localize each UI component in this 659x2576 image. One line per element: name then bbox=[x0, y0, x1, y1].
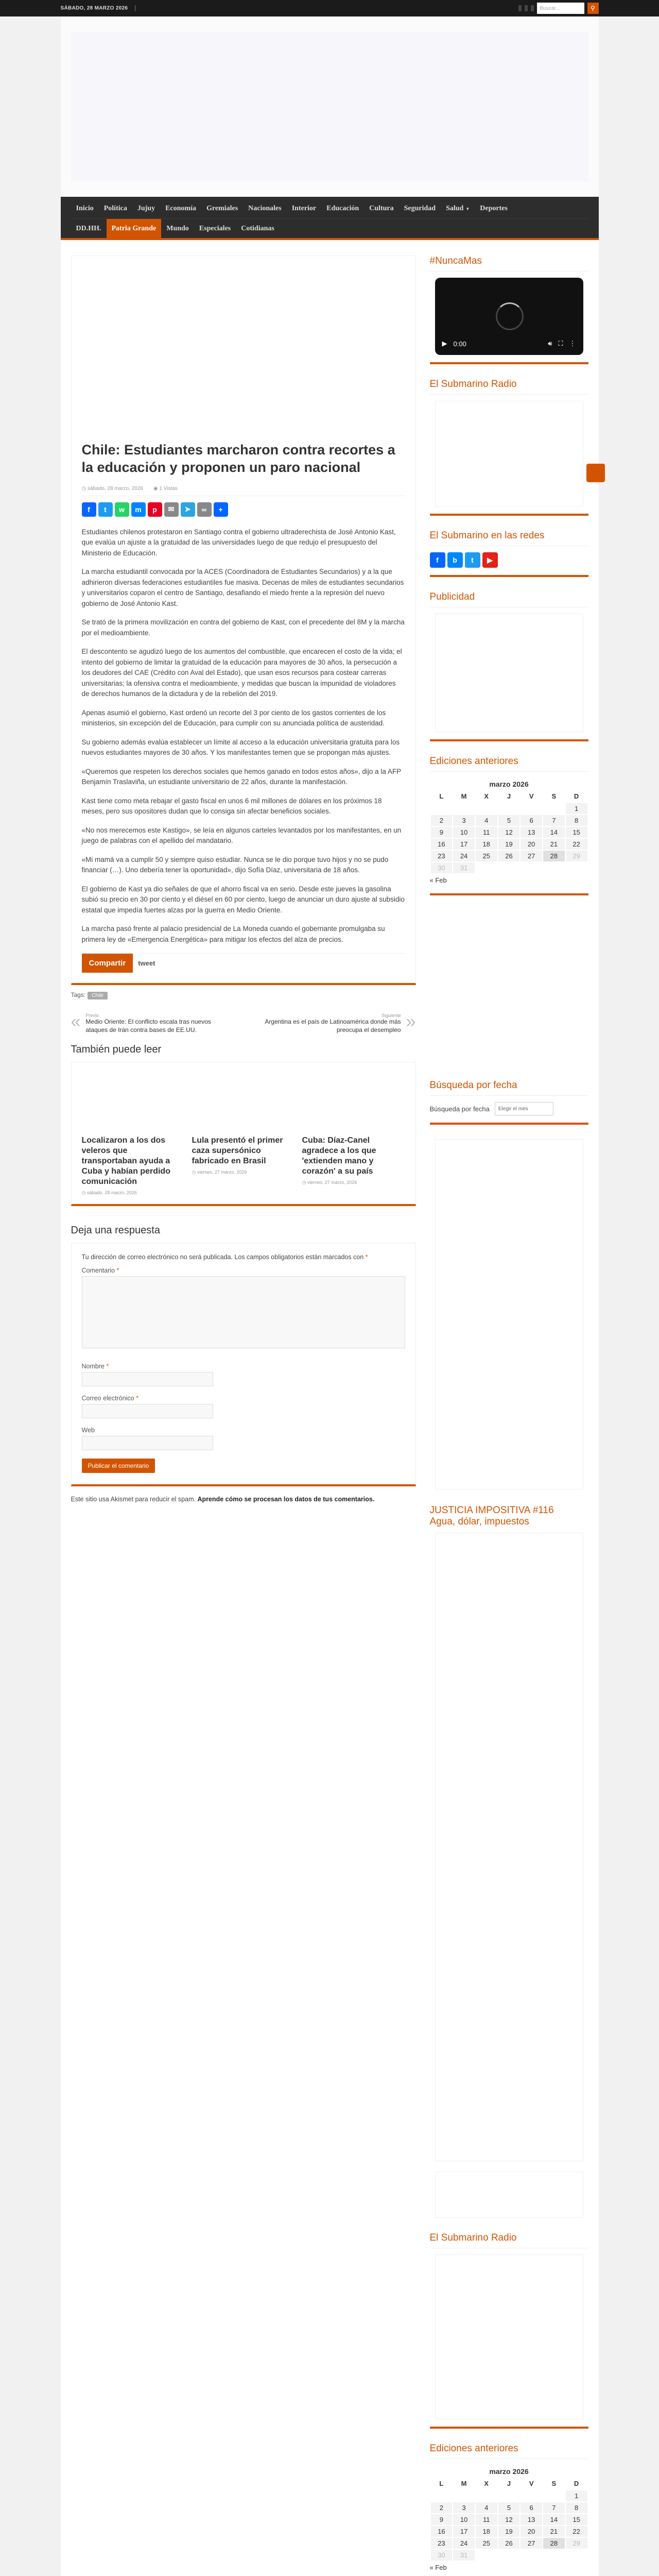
calendar-day: 30 bbox=[430, 862, 453, 874]
calendar-day[interactable]: 6 bbox=[520, 815, 543, 826]
sidebar bbox=[430, 256, 588, 2576]
email-label: Correo electrónico * bbox=[81, 1395, 138, 1402]
widget-calendar-2: Ediciones anteriores marzo 2026 L M X J V S D 1 2 3 4 5 6 7 8 9 10 11 12 13 14 15 16 17 18 19 20 21 22 23 24 25 26 27 28 29 30 31 « Feb bbox=[430, 2443, 588, 2576]
floating-share-button[interactable] bbox=[586, 464, 605, 482]
calendar-day[interactable]: 27 bbox=[520, 850, 543, 862]
page-wrapper bbox=[61, 16, 599, 2576]
nav-item[interactable]: DD.HH. bbox=[76, 224, 101, 232]
featured-image bbox=[72, 256, 415, 442]
calendar-day: 31 bbox=[453, 862, 475, 874]
calendar-day-header: L bbox=[439, 2480, 444, 2487]
widget-busqueda: Búsqueda por fecha Búsqueda por fecha Elegir el mes bbox=[430, 1080, 588, 1125]
widget-justicia: JUSTICIA IMPOSITIVA #116 Agua, dólar, impuestos bbox=[430, 1505, 588, 2161]
article-views: ◉ 1 Vistas bbox=[153, 485, 178, 492]
calendar-day-header: D bbox=[574, 792, 579, 800]
calendar-day[interactable]: 11 bbox=[475, 2514, 498, 2526]
calendar-day[interactable]: 12 bbox=[498, 2514, 521, 2526]
akismet-link[interactable]: Aprende cómo se procesan los datos de tus comentarios. bbox=[197, 1496, 375, 1503]
more-icon[interactable]: ⋮ bbox=[569, 340, 576, 347]
calendar-day[interactable]: 20 bbox=[520, 838, 543, 850]
respond-title: Deja una respuesta bbox=[71, 1224, 160, 1236]
nav-item[interactable]: Nacionales bbox=[248, 205, 282, 212]
calendar-day[interactable]: 17 bbox=[453, 2526, 475, 2537]
nav-item[interactable]: Salud ▼ bbox=[446, 205, 470, 212]
calendar-day[interactable]: 3 bbox=[453, 815, 475, 826]
nav-item[interactable]: Gremiales bbox=[206, 205, 238, 212]
related-thumbnail[interactable] bbox=[192, 1073, 290, 1129]
calendar-day[interactable]: 11 bbox=[475, 826, 498, 838]
calendar-day[interactable]: 18 bbox=[475, 2526, 498, 2537]
calendar-day-header: S bbox=[551, 792, 557, 800]
calendar-day[interactable]: 26 bbox=[498, 2537, 521, 2549]
calendar-day[interactable]: 16 bbox=[430, 838, 453, 850]
top-bar bbox=[0, 0, 659, 16]
name-label: Nombre * bbox=[81, 1363, 109, 1370]
article-paragraph: Kast tiene como meta rebajar el gasto fiscal en unos 6 mil millones de dólares en los próximos 18 meses, pero sus opositores dudan que lo consiga sin afectar beneficios sociales. bbox=[81, 796, 382, 816]
calendar-caption: marzo 2026 bbox=[489, 780, 529, 788]
calendar-day-header: X bbox=[484, 2480, 489, 2487]
calendar-day[interactable]: 15 bbox=[565, 2514, 588, 2526]
calendar-day[interactable]: 14 bbox=[543, 826, 565, 838]
month-select[interactable]: Elegir el mes bbox=[495, 1102, 553, 1115]
widget-calendar: Ediciones anteriores marzo 2026 L M X J V S D 1 2 3 4 5 6 7 8 9 10 11 12 13 14 15 16 17 18 19 20 21 22 23 24 25 26 27 28 29 30 31 « Feb bbox=[430, 756, 588, 895]
article-body bbox=[82, 527, 405, 945]
main-nav bbox=[61, 197, 599, 240]
calendar-day-header: V bbox=[529, 792, 534, 800]
share-plus-icon[interactable]: + bbox=[214, 502, 228, 517]
calendar-day[interactable]: 5 bbox=[498, 815, 521, 826]
calendar-day[interactable]: 28 bbox=[543, 850, 565, 862]
calendar-day[interactable]: 5 bbox=[498, 2502, 521, 2514]
telegram-icon[interactable]: ➤ bbox=[181, 502, 195, 517]
article-paragraph: La marcha pasó frente al palacio presidencial de La Moneda cuando el gobernante promulgaba su primera ley de «Emergencia Energética» para mitigar los efectos del alza de precios. bbox=[81, 925, 385, 943]
tag-chip[interactable]: Chile bbox=[88, 992, 108, 999]
pinterest-icon[interactable]: p bbox=[148, 502, 162, 517]
calendar-day[interactable]: 2 bbox=[430, 815, 453, 826]
related-date: ◷ sábado, 28 marzo, 2026 bbox=[81, 1190, 137, 1195]
related-date: ◷ viernes, 27 marzo, 2026 bbox=[302, 1179, 357, 1185]
calendar-day[interactable]: 13 bbox=[520, 826, 543, 838]
calendar-day[interactable]: 6 bbox=[520, 2502, 543, 2514]
tweet-button[interactable]: tweet bbox=[138, 959, 155, 968]
youtube-icon[interactable]: ▶ bbox=[482, 552, 498, 568]
calendar-day: 29 bbox=[565, 850, 588, 862]
header-ad bbox=[61, 16, 599, 197]
copy-link-icon[interactable]: ∞ bbox=[197, 502, 212, 517]
nav-item[interactable]: Economía bbox=[165, 205, 196, 212]
related-item[interactable] bbox=[82, 1073, 180, 1196]
article-paragraph: El gobierno de Kast ya dio señales de que el ahorro fiscal va en serio. Desde este jueves la gasolina subió su precio en 30 por ciento y el diésel en 60 por ciento, luego de anunciar un duro ajuste al subsidio estatal que impedía fuertes alzas por la guerra en Medio Oriente. bbox=[81, 885, 405, 914]
calendar-day[interactable]: 1 bbox=[565, 2490, 588, 2502]
calendar-day[interactable]: 7 bbox=[543, 815, 565, 826]
article-paragraph: Se trató de la primera movilización en contra del gobierno de Kast, con el precedente del 8M y la marcha por el medioambiente. bbox=[81, 618, 405, 637]
calendar-day[interactable]: 21 bbox=[543, 2526, 565, 2537]
calendar-day[interactable]: 25 bbox=[475, 2537, 498, 2549]
post-navigation bbox=[71, 999, 416, 1043]
nav-item[interactable]: Educación bbox=[326, 205, 359, 212]
article-paragraph: «Mi mamá va a cumplir 50 y siempre quiso estudiar. Nunca se le dio porque tuvo hijos y no se pudo financiar (…). Uno debería tener la oportunidad», dijo Sofía Díaz, universitaria de 18 años. bbox=[81, 855, 389, 874]
calendar-day: 31 bbox=[453, 2549, 475, 2561]
calendar-day: 30 bbox=[430, 2549, 453, 2561]
calendar-day[interactable]: 7 bbox=[543, 2502, 565, 2514]
calendar-prev-link[interactable]: « Feb bbox=[429, 876, 447, 884]
calendar-day[interactable]: 1 bbox=[565, 803, 588, 815]
calendar-day-header: S bbox=[551, 2480, 557, 2487]
related-item[interactable] bbox=[192, 1073, 290, 1196]
nav-item[interactable]: Jujuy bbox=[137, 205, 155, 212]
related-posts bbox=[71, 1062, 416, 1206]
calendar-day[interactable]: 22 bbox=[565, 838, 588, 850]
video-player[interactable]: ▶ 0:00 🔊︎ ⛶ ⋮ bbox=[435, 278, 583, 355]
calendar-day-header: M bbox=[461, 792, 467, 800]
widget-nuncamas: #NuncaMas ▶ 0:00 🔊︎ ⛶ ⋮ bbox=[430, 256, 588, 364]
facebook-icon[interactable]: f bbox=[82, 502, 96, 517]
calendar-day[interactable]: 4 bbox=[475, 2502, 498, 2514]
calendar-day[interactable]: 18 bbox=[475, 838, 498, 850]
widget-radio-2: El Submarino Radio bbox=[430, 2232, 588, 2429]
social-mini-icons[interactable] bbox=[518, 5, 534, 11]
calendar-day-header: J bbox=[507, 2480, 511, 2487]
submit-comment-button[interactable]: Publicar el comentario bbox=[82, 1459, 155, 1473]
widget-radio: El Submarino Radio bbox=[430, 379, 588, 516]
article-paragraph: Estudiantes chilenos protestaron en Santiago contra el gobierno ultraderechista de José Antonio Kast, que evalúa un ajuste a la gratuidad de las universidades luego de que redujo el presupuesto del Ministerio de Educación. bbox=[81, 528, 396, 557]
nav-item[interactable]: Especiales bbox=[199, 224, 231, 232]
related-date: ◷ viernes, 27 marzo, 2026 bbox=[192, 1169, 247, 1175]
nav-item[interactable]: Interior bbox=[291, 205, 317, 212]
widget-redes: El Submarino en las redes f b t ▶ bbox=[430, 530, 588, 577]
article-paragraph: La marcha estudiantil convocada por la ACES (Coordinadora de Estudiantes Secundarios) y a la que adhirieron diversas federaciones estudiantiles fue masiva. Decenas de miles de estudiantes secundarios y universitarios coparon el centro de Santiago, desafiando el miedo frente a la represión del nuevo gobierno de José Antonio Kast. bbox=[81, 568, 404, 607]
calendar-prev-link-2[interactable]: « Feb bbox=[429, 2564, 447, 2571]
calendar-day[interactable]: 19 bbox=[498, 2526, 521, 2537]
calendar-day[interactable]: 10 bbox=[453, 2514, 475, 2526]
calendar-day[interactable]: 15 bbox=[565, 826, 588, 838]
calendar-day-header: X bbox=[484, 792, 489, 800]
calendar-day[interactable]: 26 bbox=[498, 850, 521, 862]
email-icon[interactable]: ✉ bbox=[164, 502, 179, 517]
calendar-day[interactable]: 17 bbox=[453, 838, 475, 850]
nav-item[interactable]: Deportes bbox=[480, 205, 508, 212]
search-icon[interactable]: ⚲ bbox=[587, 3, 599, 14]
share-icons bbox=[82, 502, 405, 517]
calendar-day-header: M bbox=[461, 2480, 467, 2487]
calendar-day[interactable]: 25 bbox=[475, 850, 498, 862]
fullscreen-icon[interactable]: ⛶ bbox=[558, 340, 563, 347]
calendar-day[interactable]: 28 bbox=[543, 2537, 565, 2549]
twitter-icon[interactable]: t bbox=[465, 552, 480, 568]
calendar-day[interactable]: 19 bbox=[498, 838, 521, 850]
play-icon[interactable]: ▶ bbox=[442, 340, 447, 347]
nav-item[interactable]: Cultura bbox=[369, 205, 394, 212]
share-post-bar bbox=[82, 953, 405, 973]
calendar-day[interactable]: 13 bbox=[520, 2514, 543, 2526]
web-label: Web bbox=[81, 1427, 95, 1434]
respond-note: Tu dirección de correo electrónico no será publicada. Los campos obligatorios están marcados con * bbox=[81, 1253, 368, 1261]
prev-post-link[interactable]: « Previo Medio Oriente: El conflicto escala tras nuevos ataques de Irán contra bases de EE.UU. bbox=[71, 1012, 211, 1034]
article-title: Chile: Estudiantes marcharon contra recortes a la educación y proponen un paro nacional bbox=[81, 442, 395, 475]
calendar-day[interactable]: 14 bbox=[543, 2514, 565, 2526]
calendar bbox=[430, 778, 588, 874]
share-label: Compartir bbox=[82, 954, 133, 973]
nav-item[interactable]: Seguridad bbox=[404, 205, 436, 212]
calendar-day[interactable]: 20 bbox=[520, 2526, 543, 2537]
calendar-day[interactable]: 27 bbox=[520, 2537, 543, 2549]
calendar-caption: marzo 2026 bbox=[489, 2467, 529, 2476]
article-paragraph: «Queremos que respeten los derechos sociales que hemos ganado en todos estos años», dijo a la AFP Benjamín Traslaviña, un estudiante universitario de 22 años, durante la manifestación. bbox=[81, 767, 401, 786]
related-item[interactable] bbox=[302, 1073, 400, 1196]
calendar-day-header: L bbox=[439, 792, 444, 800]
widget-publicidad: Publicidad bbox=[430, 591, 588, 741]
calendar-day[interactable]: 12 bbox=[498, 826, 521, 838]
calendar-day[interactable]: 4 bbox=[475, 815, 498, 826]
article-date: ◷ sábado, 28 marzo, 2026 bbox=[81, 485, 143, 492]
name-field[interactable] bbox=[82, 1372, 213, 1386]
web-field[interactable] bbox=[82, 1436, 213, 1450]
article-paragraph: El descontento se agudizó luego de los aumentos del combustible, que encarecen el costo de la vida; el intento del gobierno de limitar la gratuidad de la educación para mayores de 30 años, la persecución a los deudores del CAE (Crédito con Aval del Estado), que usan esos recursos para costear carreras universitarias; la ofensiva contra el medioambiente, y medidas que buscan la impunidad de violadores de derechos humanos de la dictadura y de la rebelión del 2019. bbox=[81, 648, 402, 698]
calendar-day[interactable]: 10 bbox=[453, 826, 475, 838]
current-date: SÁBADO, 28 MARZO 2026 bbox=[61, 5, 136, 11]
calendar-day[interactable]: 9 bbox=[430, 2514, 453, 2526]
related-title-link[interactable]: Localizaron a los dos veleros que transportaban ayuda a Cuba y habían perdido comunicación bbox=[81, 1136, 170, 1186]
calendar-day[interactable]: 21 bbox=[543, 838, 565, 850]
nav-item[interactable]: Mundo bbox=[166, 224, 189, 232]
calendar-day[interactable]: 16 bbox=[430, 2526, 453, 2537]
calendar-day[interactable]: 9 bbox=[430, 826, 453, 838]
article bbox=[71, 256, 416, 985]
sidebar-ad-tall bbox=[435, 1139, 583, 1489]
email-field[interactable] bbox=[82, 1404, 213, 1418]
nav-item[interactable]: Cotidianas bbox=[241, 224, 274, 232]
calendar-day-header: V bbox=[529, 2480, 534, 2487]
related-title-link[interactable]: Lula presentó el primer caza supersónico fabricado en Brasil bbox=[192, 1136, 283, 1165]
messenger-icon[interactable]: m bbox=[131, 502, 146, 517]
sidebar-ad-small bbox=[435, 2172, 583, 2218]
chevron-down-icon: ▼ bbox=[465, 206, 470, 211]
volume-icon[interactable]: 🔊︎ bbox=[548, 340, 552, 347]
twitter-icon[interactable]: t bbox=[98, 502, 113, 517]
calendar-day-header: J bbox=[507, 792, 511, 800]
calendar-day[interactable]: 23 bbox=[430, 850, 453, 862]
calendar-day: 29 bbox=[565, 2537, 588, 2549]
calendar-day[interactable]: 24 bbox=[453, 2537, 475, 2549]
comment-form bbox=[71, 1225, 416, 1520]
calendar-day[interactable]: 2 bbox=[430, 2502, 453, 2514]
facebook-icon[interactable]: f bbox=[430, 552, 445, 568]
related-title-link[interactable]: Cuba: Díaz-Canel agradece a los que 'extienden mano y corazón' a su país bbox=[302, 1136, 376, 1176]
article-paragraph: Apenas asumió el gobierno, Kast ordenó un recorte del 3 por ciento de los gastos corrientes de los ministerios, sin excepción del de Educación, para cumplir con su anunciada política de austeridad. bbox=[81, 708, 386, 727]
akismet-note: Este sitio usa Akismet para reducir el spam. Aprende cómo se procesan los datos de tus comentarios. bbox=[71, 1496, 375, 1503]
calendar-day[interactable]: 24 bbox=[453, 850, 475, 862]
nav-item[interactable]: Patria Grande bbox=[107, 219, 162, 239]
bluesky-icon[interactable]: b bbox=[447, 552, 463, 568]
next-post-link[interactable]: Siguiente Argentina es el país de Latinoamérica donde más preocupa el desempleo » bbox=[265, 1012, 416, 1034]
comment-label: Comentario * bbox=[81, 1267, 119, 1275]
calendar-day[interactable]: 23 bbox=[430, 2537, 453, 2549]
article-paragraph: «No nos merecemos este Kastigo», se leía en algunos carteles levantados por los manifestantes, en un juego de palabras con el apellido del mandatario. bbox=[81, 826, 402, 845]
related-title: También puede leer bbox=[71, 1043, 162, 1055]
calendar-day[interactable]: 8 bbox=[565, 815, 588, 826]
nav-item[interactable]: Política bbox=[103, 205, 127, 212]
article-paragraph: Su gobierno además evalúa establecer un límite al acceso a la educación universitaria gratuita para los nuevos estudiantes mayores de 30 años. Y los manifestantes temen que se propongan más ajustes. bbox=[81, 738, 400, 757]
calendar-day[interactable]: 3 bbox=[453, 2502, 475, 2514]
related-thumbnail[interactable] bbox=[82, 1073, 180, 1129]
comment-textarea[interactable] bbox=[82, 1276, 405, 1348]
calendar-2 bbox=[430, 2465, 588, 2562]
chevron-right-icon: » bbox=[406, 1012, 416, 1032]
nav-item[interactable]: Inicio bbox=[76, 205, 94, 212]
whatsapp-icon[interactable]: w bbox=[115, 502, 129, 517]
calendar-day[interactable]: 22 bbox=[565, 2526, 588, 2537]
calendar-day[interactable]: 8 bbox=[565, 2502, 588, 2514]
related-thumbnail[interactable] bbox=[302, 1073, 400, 1129]
calendar-day-header: D bbox=[574, 2480, 579, 2487]
main-column bbox=[71, 256, 416, 2576]
tags: Tags: Chile bbox=[71, 985, 416, 999]
chevron-left-icon: « bbox=[71, 1012, 81, 1032]
search-input[interactable]: Buscar... bbox=[537, 3, 584, 14]
